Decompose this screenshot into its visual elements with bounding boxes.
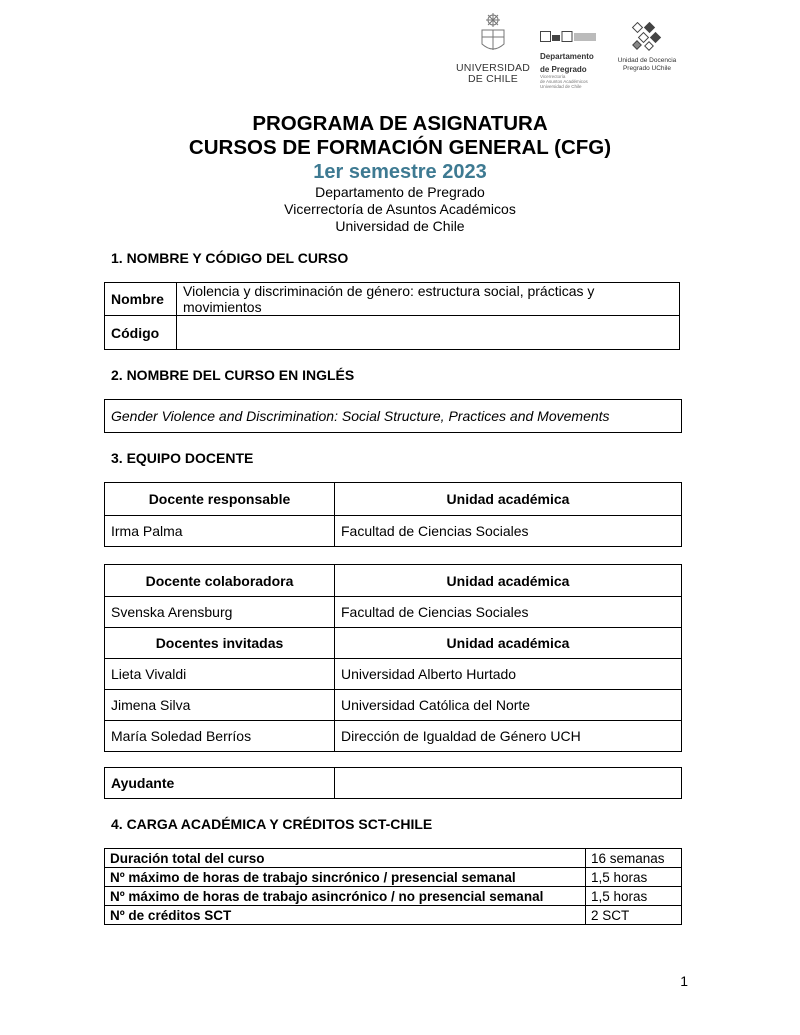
table-row <box>105 849 682 868</box>
unit-header: Unidad académica <box>335 565 682 597</box>
teacher-name: Irma Palma <box>105 516 335 547</box>
course-name-table <box>104 282 680 350</box>
unit-header: Unidad académica <box>335 628 682 659</box>
teacher-name: Jimena Silva <box>105 690 335 721</box>
codigo-label: Código <box>105 316 177 350</box>
table-row <box>105 659 682 690</box>
ayudante-value <box>335 768 682 799</box>
section-3-heading: 3. EQUIPO DOCENTE <box>111 450 254 466</box>
teacher-unit: Universidad Católica del Norte <box>335 690 682 721</box>
department: Departamento de Pregrado <box>315 184 485 200</box>
table-row <box>105 316 680 350</box>
table-row <box>105 565 682 597</box>
pregrado-blocks-icon <box>540 31 600 43</box>
nombre-label: Nombre <box>105 283 177 316</box>
teacher-unit: Universidad Alberto Hurtado <box>335 659 682 690</box>
load-label: Nº de créditos SCT <box>105 906 586 925</box>
section-4-heading: 4. CARGA ACADÉMICA Y CRÉDITOS SCT-CHILE <box>111 816 433 832</box>
table-row <box>105 906 682 925</box>
section-1-heading: 1. NOMBRE Y CÓDIGO DEL CURSO <box>111 250 349 266</box>
university-seal-icon <box>473 12 513 58</box>
departamento-pregrado-logo: Departamento de Pregrado Vicerrectoría de Asuntos Académicos Universidad de Chile <box>540 30 608 89</box>
table-row <box>105 690 682 721</box>
load-label: Nº máximo de horas de trabajo sincrónico / presencial semanal <box>105 868 586 887</box>
invited-header: Docentes invitadas <box>105 628 335 659</box>
universidad-de-chile-logo: UNIVERSIDAD DE CHILE <box>452 12 534 85</box>
english-name-value: Gender Violence and Discrimination: Social Structure, Practices and Movements <box>105 400 682 433</box>
ayudante-label: Ayudante <box>105 768 335 799</box>
load-value: 1,5 horas <box>586 887 682 906</box>
vice-rectory: Vicerrectoría de Asuntos Académicos <box>284 201 516 217</box>
teacher-unit: Facultad de Ciencias Sociales <box>335 597 682 628</box>
table-row <box>105 283 680 316</box>
table-row <box>105 868 682 887</box>
responsible-teacher-table <box>104 482 682 547</box>
teacher-name: Svenska Arensburg <box>105 597 335 628</box>
teacher-name: Lieta Vivaldi <box>105 659 335 690</box>
teacher-unit: Dirección de Igualdad de Género UCH <box>335 721 682 752</box>
table-row <box>105 400 682 433</box>
page-number: 1 <box>680 973 688 989</box>
collaborating-teachers-table <box>104 564 682 752</box>
semester: 1er semestre 2023 <box>313 161 487 183</box>
load-value: 1,5 horas <box>586 868 682 887</box>
table-row <box>105 887 682 906</box>
teacher-unit: Facultad de Ciencias Sociales <box>335 516 682 547</box>
table-row <box>105 516 682 547</box>
load-value: 16 semanas <box>586 849 682 868</box>
unidad-docencia-logo: Unidad de Docencia Pregrado UChile <box>612 22 682 72</box>
table-row <box>105 597 682 628</box>
load-label: Duración total del curso <box>105 849 586 868</box>
table-row <box>105 768 682 799</box>
table-row <box>105 721 682 752</box>
header-logos <box>452 12 692 92</box>
cubes-icon <box>630 22 664 52</box>
title-line-2: CURSOS DE FORMACIÓN GENERAL (CFG) <box>188 136 612 159</box>
teacher-name: María Soledad Berríos <box>105 721 335 752</box>
codigo-value <box>177 316 680 350</box>
section-2-heading: 2. NOMBRE DEL CURSO EN INGLÉS <box>111 367 355 383</box>
english-name-table <box>104 399 682 433</box>
unit-header: Unidad académica <box>335 483 682 516</box>
colab-header: Docente colaboradora <box>105 565 335 597</box>
nombre-value: Violencia y discriminación de género: estructura social, prácticas y movimientos <box>177 283 680 316</box>
load-label: Nº máximo de horas de trabajo asincrónico / no presencial semanal <box>105 887 586 906</box>
university: Universidad de Chile <box>335 218 465 234</box>
assistant-table <box>104 767 682 799</box>
title-line-1: PROGRAMA DE ASIGNATURA <box>252 112 548 135</box>
load-value: 2 SCT <box>586 906 682 925</box>
document-title-block <box>0 112 800 235</box>
table-row <box>105 483 682 516</box>
table-row <box>105 628 682 659</box>
academic-load-table <box>104 848 682 925</box>
resp-header: Docente responsable <box>105 483 335 516</box>
